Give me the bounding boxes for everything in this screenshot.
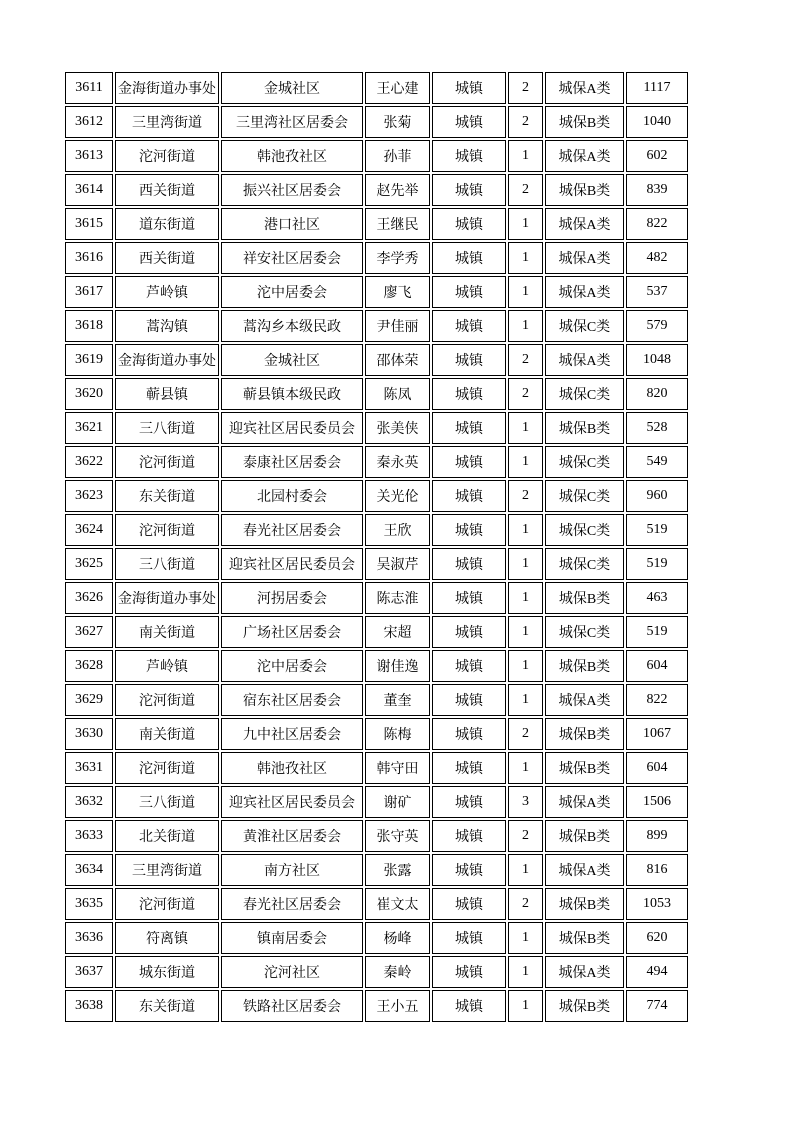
cell-community: 迎宾社区居民委员会 <box>221 412 363 444</box>
cell-insurance-category: 城保B类 <box>545 888 624 920</box>
cell-serial: 3636 <box>65 922 113 954</box>
cell-amount: 774 <box>626 990 688 1022</box>
cell-person: 张菊 <box>365 106 430 138</box>
cell-serial: 3634 <box>65 854 113 886</box>
cell-amount: 1040 <box>626 106 688 138</box>
cell-amount: 482 <box>626 242 688 274</box>
cell-person-count: 1 <box>508 684 543 716</box>
cell-community: 泰康社区居委会 <box>221 446 363 478</box>
cell-household-type: 城镇 <box>432 140 506 172</box>
table-row <box>65 72 688 104</box>
cell-household-type: 城镇 <box>432 242 506 274</box>
cell-household-type: 城镇 <box>432 990 506 1022</box>
cell-street: 金海街道办事处 <box>115 72 219 104</box>
cell-amount: 1506 <box>626 786 688 818</box>
cell-person: 尹佳丽 <box>365 310 430 342</box>
cell-person-count: 2 <box>508 888 543 920</box>
cell-community: 金城社区 <box>221 72 363 104</box>
cell-household-type: 城镇 <box>432 378 506 410</box>
cell-insurance-category: 城保B类 <box>545 412 624 444</box>
cell-household-type: 城镇 <box>432 72 506 104</box>
cell-person: 邵体荣 <box>365 344 430 376</box>
cell-serial: 3614 <box>65 174 113 206</box>
cell-person: 王心建 <box>365 72 430 104</box>
cell-person-count: 2 <box>508 480 543 512</box>
cell-person: 董奎 <box>365 684 430 716</box>
cell-person-count: 1 <box>508 956 543 988</box>
cell-serial: 3621 <box>65 412 113 444</box>
cell-person: 秦岭 <box>365 956 430 988</box>
table-row <box>65 514 688 546</box>
cell-person-count: 1 <box>508 412 543 444</box>
table-row <box>65 718 688 750</box>
table-row <box>65 820 688 852</box>
cell-insurance-category: 城保A类 <box>545 208 624 240</box>
cell-serial: 3613 <box>65 140 113 172</box>
cell-amount: 620 <box>626 922 688 954</box>
table-row <box>65 412 688 444</box>
cell-insurance-category: 城保C类 <box>545 310 624 342</box>
table-row <box>65 174 688 206</box>
cell-person: 陈凤 <box>365 378 430 410</box>
cell-amount: 1053 <box>626 888 688 920</box>
cell-street: 西关街道 <box>115 242 219 274</box>
cell-community: 港口社区 <box>221 208 363 240</box>
cell-street: 金海街道办事处 <box>115 582 219 614</box>
cell-serial: 3622 <box>65 446 113 478</box>
cell-street: 蒿沟镇 <box>115 310 219 342</box>
cell-amount: 549 <box>626 446 688 478</box>
cell-serial: 3611 <box>65 72 113 104</box>
cell-person-count: 1 <box>508 752 543 784</box>
cell-street: 道东街道 <box>115 208 219 240</box>
cell-person-count: 2 <box>508 820 543 852</box>
cell-insurance-category: 城保B类 <box>545 990 624 1022</box>
table-row <box>65 888 688 920</box>
cell-insurance-category: 城保A类 <box>545 956 624 988</box>
cell-person-count: 2 <box>508 378 543 410</box>
cell-insurance-category: 城保B类 <box>545 174 624 206</box>
cell-serial: 3631 <box>65 752 113 784</box>
cell-serial: 3618 <box>65 310 113 342</box>
cell-serial: 3626 <box>65 582 113 614</box>
cell-person: 崔文太 <box>365 888 430 920</box>
cell-street: 沱河街道 <box>115 446 219 478</box>
cell-community: 春光社区居委会 <box>221 514 363 546</box>
cell-insurance-category: 城保B类 <box>545 922 624 954</box>
cell-community: 九中社区居委会 <box>221 718 363 750</box>
cell-street: 沱河街道 <box>115 684 219 716</box>
cell-insurance-category: 城保B类 <box>545 650 624 682</box>
cell-household-type: 城镇 <box>432 514 506 546</box>
cell-person-count: 3 <box>508 786 543 818</box>
cell-amount: 1048 <box>626 344 688 376</box>
cell-person-count: 1 <box>508 922 543 954</box>
cell-person-count: 1 <box>508 650 543 682</box>
cell-household-type: 城镇 <box>432 344 506 376</box>
cell-street: 三里湾街道 <box>115 106 219 138</box>
cell-street: 符离镇 <box>115 922 219 954</box>
cell-household-type: 城镇 <box>432 718 506 750</box>
cell-street: 三八街道 <box>115 548 219 580</box>
cell-person: 陈梅 <box>365 718 430 750</box>
cell-community: 广场社区居委会 <box>221 616 363 648</box>
cell-person: 关光伦 <box>365 480 430 512</box>
cell-street: 北关街道 <box>115 820 219 852</box>
cell-street: 南关街道 <box>115 718 219 750</box>
cell-amount: 537 <box>626 276 688 308</box>
cell-amount: 494 <box>626 956 688 988</box>
cell-person-count: 1 <box>508 514 543 546</box>
cell-person-count: 2 <box>508 718 543 750</box>
cell-household-type: 城镇 <box>432 786 506 818</box>
cell-household-type: 城镇 <box>432 106 506 138</box>
cell-community: 蒿沟乡本级民政 <box>221 310 363 342</box>
cell-person: 张露 <box>365 854 430 886</box>
cell-person: 宋超 <box>365 616 430 648</box>
cell-community: 韩池孜社区 <box>221 752 363 784</box>
table-row <box>65 684 688 716</box>
cell-amount: 579 <box>626 310 688 342</box>
cell-community: 振兴社区居委会 <box>221 174 363 206</box>
cell-street: 芦岭镇 <box>115 650 219 682</box>
table-row <box>65 922 688 954</box>
table-row <box>65 650 688 682</box>
cell-street: 西关街道 <box>115 174 219 206</box>
cell-serial: 3629 <box>65 684 113 716</box>
cell-household-type: 城镇 <box>432 480 506 512</box>
cell-household-type: 城镇 <box>432 820 506 852</box>
cell-community: 沱河社区 <box>221 956 363 988</box>
table-row <box>65 242 688 274</box>
cell-serial: 3620 <box>65 378 113 410</box>
cell-street: 三里湾街道 <box>115 854 219 886</box>
cell-person: 韩守田 <box>365 752 430 784</box>
cell-street: 沱河街道 <box>115 752 219 784</box>
cell-person-count: 1 <box>508 276 543 308</box>
cell-person-count: 1 <box>508 208 543 240</box>
cell-insurance-category: 城保A类 <box>545 140 624 172</box>
cell-street: 金海街道办事处 <box>115 344 219 376</box>
cell-person: 秦永英 <box>365 446 430 478</box>
cell-community: 河拐居委会 <box>221 582 363 614</box>
table-row <box>65 140 688 172</box>
cell-serial: 3624 <box>65 514 113 546</box>
cell-serial: 3615 <box>65 208 113 240</box>
cell-serial: 3628 <box>65 650 113 682</box>
cell-person-count: 2 <box>508 106 543 138</box>
cell-insurance-category: 城保B类 <box>545 820 624 852</box>
cell-household-type: 城镇 <box>432 650 506 682</box>
cell-serial: 3630 <box>65 718 113 750</box>
cell-person: 杨峰 <box>365 922 430 954</box>
cell-person-count: 1 <box>508 140 543 172</box>
cell-serial: 3637 <box>65 956 113 988</box>
cell-community: 韩池孜社区 <box>221 140 363 172</box>
cell-serial: 3617 <box>65 276 113 308</box>
cell-insurance-category: 城保A类 <box>545 276 624 308</box>
cell-amount: 463 <box>626 582 688 614</box>
cell-insurance-category: 城保C类 <box>545 446 624 478</box>
cell-insurance-category: 城保C类 <box>545 378 624 410</box>
cell-street: 城东街道 <box>115 956 219 988</box>
cell-amount: 1067 <box>626 718 688 750</box>
cell-person-count: 1 <box>508 446 543 478</box>
cell-amount: 899 <box>626 820 688 852</box>
cell-insurance-category: 城保C类 <box>545 548 624 580</box>
cell-amount: 820 <box>626 378 688 410</box>
table-row <box>65 990 688 1022</box>
table-row <box>65 208 688 240</box>
cell-community: 蕲县镇本级民政 <box>221 378 363 410</box>
table-row <box>65 310 688 342</box>
cell-household-type: 城镇 <box>432 548 506 580</box>
cell-person: 廖飞 <box>365 276 430 308</box>
cell-household-type: 城镇 <box>432 412 506 444</box>
cell-community: 北园村委会 <box>221 480 363 512</box>
cell-person: 赵先举 <box>365 174 430 206</box>
cell-person: 陈志淮 <box>365 582 430 614</box>
table-row <box>65 344 688 376</box>
cell-person-count: 2 <box>508 72 543 104</box>
cell-insurance-category: 城保A类 <box>545 684 624 716</box>
cell-amount: 816 <box>626 854 688 886</box>
cell-insurance-category: 城保C类 <box>545 616 624 648</box>
cell-amount: 519 <box>626 514 688 546</box>
cell-household-type: 城镇 <box>432 888 506 920</box>
table-row <box>65 446 688 478</box>
cell-insurance-category: 城保A类 <box>545 344 624 376</box>
table-row <box>65 582 688 614</box>
cell-household-type: 城镇 <box>432 752 506 784</box>
cell-household-type: 城镇 <box>432 922 506 954</box>
cell-amount: 519 <box>626 616 688 648</box>
table-row <box>65 752 688 784</box>
cell-amount: 604 <box>626 650 688 682</box>
cell-person-count: 1 <box>508 854 543 886</box>
table-row <box>65 276 688 308</box>
cell-person: 孙菲 <box>365 140 430 172</box>
cell-household-type: 城镇 <box>432 616 506 648</box>
cell-person: 王欣 <box>365 514 430 546</box>
cell-insurance-category: 城保A类 <box>545 72 624 104</box>
cell-household-type: 城镇 <box>432 582 506 614</box>
table-row <box>65 616 688 648</box>
cell-serial: 3619 <box>65 344 113 376</box>
cell-person: 张守英 <box>365 820 430 852</box>
cell-person-count: 2 <box>508 174 543 206</box>
cell-community: 迎宾社区居民委员会 <box>221 548 363 580</box>
cell-person-count: 1 <box>508 548 543 580</box>
cell-serial: 3625 <box>65 548 113 580</box>
cell-amount: 604 <box>626 752 688 784</box>
cell-community: 黄淮社区居委会 <box>221 820 363 852</box>
cell-person-count: 1 <box>508 242 543 274</box>
table-body <box>65 72 688 1022</box>
cell-person: 谢矿 <box>365 786 430 818</box>
cell-serial: 3638 <box>65 990 113 1022</box>
cell-serial: 3623 <box>65 480 113 512</box>
cell-community: 南方社区 <box>221 854 363 886</box>
cell-street: 南关街道 <box>115 616 219 648</box>
cell-community: 宿东社区居委会 <box>221 684 363 716</box>
cell-household-type: 城镇 <box>432 854 506 886</box>
cell-household-type: 城镇 <box>432 956 506 988</box>
cell-amount: 822 <box>626 208 688 240</box>
cell-household-type: 城镇 <box>432 174 506 206</box>
cell-community: 三里湾社区居委会 <box>221 106 363 138</box>
cell-street: 沱河街道 <box>115 140 219 172</box>
cell-household-type: 城镇 <box>432 446 506 478</box>
cell-person: 吴淑芹 <box>365 548 430 580</box>
cell-insurance-category: 城保C类 <box>545 480 624 512</box>
table-row <box>65 956 688 988</box>
cell-community: 祥安社区居委会 <box>221 242 363 274</box>
cell-person: 王小五 <box>365 990 430 1022</box>
cell-person: 王继民 <box>365 208 430 240</box>
cell-community: 春光社区居委会 <box>221 888 363 920</box>
cell-street: 芦岭镇 <box>115 276 219 308</box>
cell-serial: 3632 <box>65 786 113 818</box>
cell-insurance-category: 城保A类 <box>545 242 624 274</box>
table-row <box>65 378 688 410</box>
cell-person: 张美侠 <box>365 412 430 444</box>
cell-street: 三八街道 <box>115 412 219 444</box>
cell-serial: 3633 <box>65 820 113 852</box>
cell-amount: 1117 <box>626 72 688 104</box>
cell-insurance-category: 城保C类 <box>545 514 624 546</box>
cell-street: 沱河街道 <box>115 514 219 546</box>
cell-household-type: 城镇 <box>432 310 506 342</box>
cell-community: 铁路社区居委会 <box>221 990 363 1022</box>
cell-street: 三八街道 <box>115 786 219 818</box>
cell-amount: 602 <box>626 140 688 172</box>
table-row <box>65 854 688 886</box>
cell-community: 迎宾社区居民委员会 <box>221 786 363 818</box>
cell-insurance-category: 城保B类 <box>545 752 624 784</box>
cell-street: 蕲县镇 <box>115 378 219 410</box>
cell-insurance-category: 城保A类 <box>545 854 624 886</box>
cell-person: 李学秀 <box>365 242 430 274</box>
cell-person-count: 2 <box>508 344 543 376</box>
cell-insurance-category: 城保B类 <box>545 106 624 138</box>
cell-person-count: 1 <box>508 616 543 648</box>
cell-person-count: 1 <box>508 990 543 1022</box>
cell-street: 东关街道 <box>115 990 219 1022</box>
table-row <box>65 548 688 580</box>
cell-household-type: 城镇 <box>432 684 506 716</box>
table-row <box>65 106 688 138</box>
cell-community: 沱中居委会 <box>221 276 363 308</box>
benefits-table <box>63 70 690 1024</box>
cell-serial: 3616 <box>65 242 113 274</box>
cell-household-type: 城镇 <box>432 276 506 308</box>
table-row <box>65 480 688 512</box>
cell-amount: 960 <box>626 480 688 512</box>
cell-insurance-category: 城保B类 <box>545 718 624 750</box>
table-row <box>65 786 688 818</box>
cell-person-count: 1 <box>508 582 543 614</box>
cell-insurance-category: 城保A类 <box>545 786 624 818</box>
cell-amount: 822 <box>626 684 688 716</box>
cell-amount: 519 <box>626 548 688 580</box>
cell-serial: 3635 <box>65 888 113 920</box>
cell-amount: 528 <box>626 412 688 444</box>
cell-insurance-category: 城保B类 <box>545 582 624 614</box>
cell-street: 东关街道 <box>115 480 219 512</box>
cell-community: 沱中居委会 <box>221 650 363 682</box>
cell-amount: 839 <box>626 174 688 206</box>
cell-street: 沱河街道 <box>115 888 219 920</box>
cell-community: 镇南居委会 <box>221 922 363 954</box>
cell-serial: 3612 <box>65 106 113 138</box>
cell-household-type: 城镇 <box>432 208 506 240</box>
cell-serial: 3627 <box>65 616 113 648</box>
cell-community: 金城社区 <box>221 344 363 376</box>
cell-person: 谢佳逸 <box>365 650 430 682</box>
cell-person-count: 1 <box>508 310 543 342</box>
